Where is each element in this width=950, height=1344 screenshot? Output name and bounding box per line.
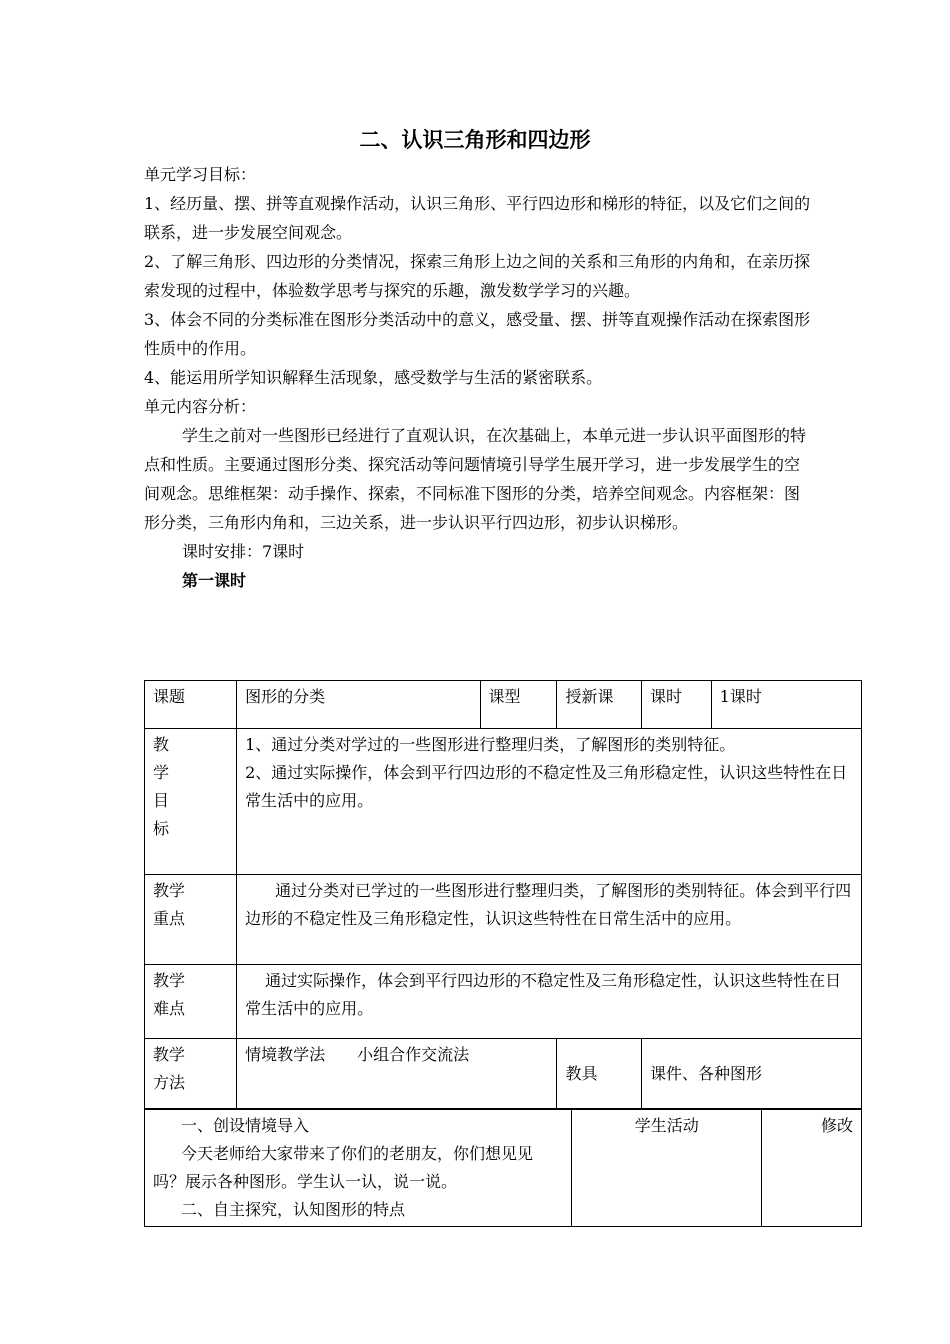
step-one-heading: 一、创设情境导入 [181, 1116, 310, 1135]
revision-header: 修改 [762, 1110, 862, 1227]
lesson-heading: 第一课时 [182, 571, 247, 590]
difficult-label: 教学 难点 [145, 965, 237, 1039]
unit-goals-section [144, 160, 812, 595]
goal-item: 1、经历量、摆、拼等直观操作活动，认识三角形、平行四边形和梯形的特征，以及它们之间的联系，进一步发展空间观念。 [144, 194, 811, 242]
goal-item: 2、了解三角形、四边形的分类情况，探索三角形上边之间的关系和三角形的内角和，在亲历探索发现的过程中，体验数学思考与探究的乐趣，激发数学学习的兴趣。 [144, 252, 811, 300]
hours-label: 课时 [642, 681, 712, 729]
difficult-row [145, 965, 862, 1039]
process-content [145, 1110, 572, 1227]
type-value: 授新课 [557, 681, 642, 729]
analysis-heading: 单元内容分析： [144, 397, 257, 416]
topic-value: 图形的分类 [237, 681, 480, 729]
lesson-plan-table [144, 680, 862, 1109]
step-one-text: 今天老师给大家带来了你们的老朋友，你们想见见吗？展示各种图形。学生认一认，说一说。 [153, 1144, 534, 1191]
process-table [144, 1109, 862, 1227]
topic-row [145, 681, 862, 729]
hours-value: 1课时 [711, 681, 861, 729]
analysis-paragraph: 学生之前对一些图形已经进行了直观认识，在次基础上，本单元进一步认识平面图形的特点和性质。主要通过图形分类、探究活动等问题情境引导学生展开学习，进一步发展学生的空间观念。思维框架：动手操作、探索，不同标准下图形的分类，培养空间观念。内容框架：图形分类，三角形内角和，三边关系，进一步认识平行四边形，初步认识梯形。 [144, 426, 807, 532]
step-two-heading: 二、自主探究，认知图形的特点 [181, 1200, 406, 1219]
schedule-line: 课时安排：7课时 [182, 542, 305, 561]
method-value: 情境教学法 小组合作交流法 [237, 1039, 557, 1109]
page-title: 二、认识三角形和四边形 [359, 127, 591, 152]
key-row [145, 875, 862, 965]
method-row [145, 1039, 862, 1109]
topic-label: 课题 [145, 681, 237, 729]
key-value: 通过分类对已学过的一些图形进行整理归类，了解图形的类别特征。体会到平行四边形的不稳定性及三角形稳定性，认识这些特性在日常生活中的应用。 [237, 875, 862, 965]
unit-goals-heading: 单元学习目标： [144, 165, 257, 184]
difficult-value: 通过实际操作，体会到平行四边形的不稳定性及三角形稳定性，认识这些特性在日常生活中的应用。 [237, 965, 862, 1039]
goals-row [145, 729, 862, 875]
tools-value: 课件、各种图形 [642, 1039, 862, 1109]
key-label: 教学 重点 [145, 875, 237, 965]
type-label: 课型 [480, 681, 557, 729]
goal-item: 3、体会不同的分类标准在图形分类活动中的意义，感受量、摆、拼等直观操作活动在探索图形性质中的作用。 [144, 310, 811, 358]
goals-value: 1、通过分类对学过的一些图形进行整理归类，了解图形的类别特征。 2、通过实际操作，体会到平行四边形的不稳定性及三角形稳定性，认识这些特性在日常生活中的应用。 [237, 729, 862, 875]
method-label: 教学 方法 [145, 1039, 237, 1109]
process-row [145, 1110, 862, 1227]
goal-item: 4、能运用所学知识解释生活现象，感受数学与生活的紧密联系。 [144, 368, 603, 387]
student-activity-header: 学生活动 [572, 1110, 762, 1227]
tools-label: 教具 [557, 1039, 642, 1109]
goals-label: 教 学 目 标 [145, 729, 237, 875]
